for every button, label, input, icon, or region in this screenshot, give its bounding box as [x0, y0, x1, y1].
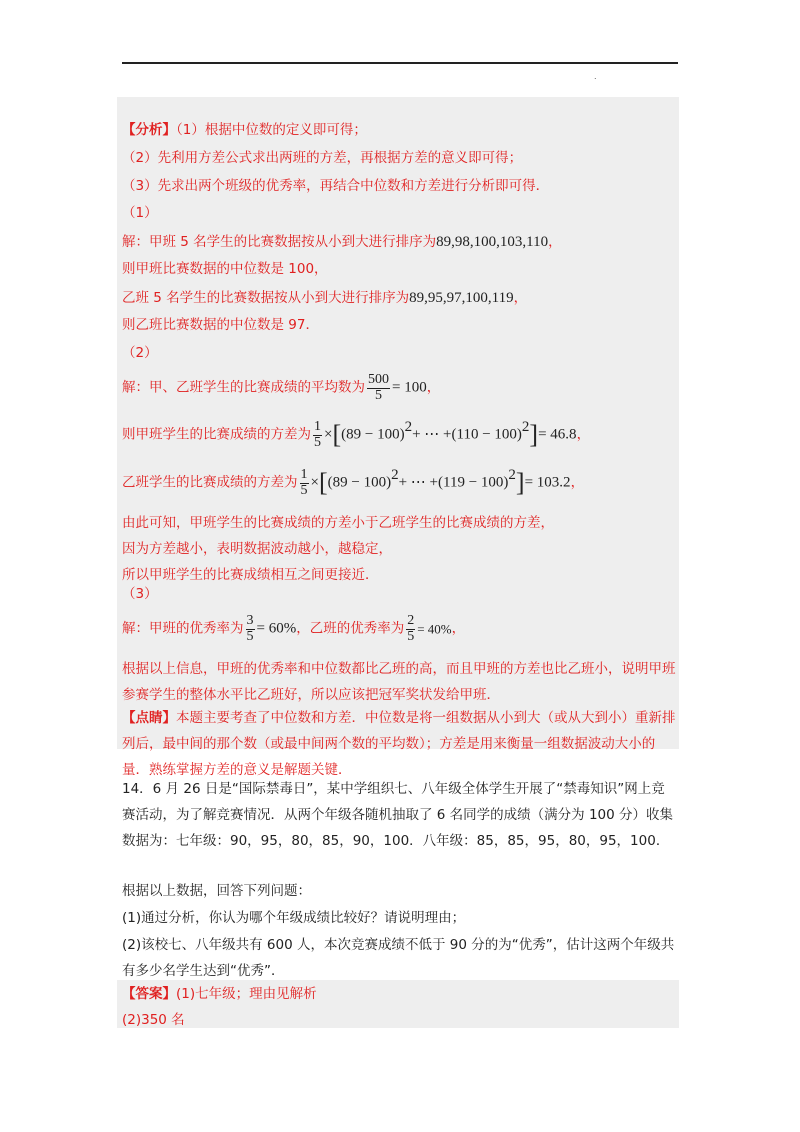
- question-14-part2: (2)该校七、八年级共有 600 人，本次竞赛成绩不低于 90 分的为“优秀”，估计这两个年级共有多少名学生达到“优秀”．: [122, 937, 675, 979]
- square-exponent: 2: [508, 467, 516, 484]
- part3-conclusion: 根据以上信息，甲班的优秀率和中位数都比乙班的高，而且甲班的方差也比乙班小，说明甲班参赛学生的整体水平比乙班好，所以应该把冠军奖状发给甲班．: [122, 661, 676, 703]
- part3-rate-line: [122, 614, 465, 644]
- part1-c-text: 乙班 5 名学生的比赛数据按从小到大进行排序为: [122, 290, 410, 306]
- part1-line-d: 则乙班比赛数据的中位数是 97．: [122, 317, 319, 333]
- part2-var1-fraction: [313, 420, 322, 450]
- comment-paragraph: [122, 705, 678, 783]
- part2-var1-term-b: (110 − 100): [451, 426, 522, 443]
- part2-var2-result: = 103.2: [524, 474, 571, 491]
- fraction-denominator: 5: [375, 387, 382, 403]
- fraction-numerator: 2: [407, 613, 415, 628]
- part2-var2-line: [122, 468, 584, 498]
- analysis-text-1: （1）根据中位数的定义即可得；: [176, 122, 367, 138]
- square-exponent: 2: [391, 467, 399, 484]
- part2-var1-end: ，: [576, 426, 591, 443]
- question-14-intro: 根据以上数据，回答下列问题：: [122, 883, 311, 899]
- left-bracket: [: [332, 420, 342, 450]
- fraction-numerator: 500: [368, 372, 389, 387]
- part2-var2-text: 乙班学生的比赛成绩的方差为: [122, 474, 298, 491]
- part3-label: （3）: [122, 586, 158, 602]
- plus-ellipsis: + ⋯ +: [398, 474, 439, 491]
- square-exponent: 2: [521, 419, 530, 436]
- part3-a-text: 解：甲班的优秀率为: [122, 620, 244, 637]
- part2-var1-term-a: (89 − 100): [341, 426, 405, 443]
- part2-var1-result: = 46.8: [538, 426, 577, 443]
- fraction-denominator: 5: [246, 628, 254, 644]
- part1-c-end: ，: [513, 290, 528, 306]
- part2-conclusion: 由此可知，甲班学生的比赛成绩的方差小于乙班学生的比赛成绩的方差， 因为方差越小，表明数据波动越小，越稳定， 所以甲班学生的比赛成绩相互之间更接近．: [122, 515, 554, 583]
- part1-line-b: 则甲班比赛数据的中位数是 100，: [122, 261, 328, 277]
- part3-a-eq: = 60%: [256, 620, 297, 637]
- left-bracket: [: [318, 468, 328, 498]
- header-rule: [122, 62, 678, 64]
- part2-mean-end: ，: [426, 379, 441, 396]
- right-bracket: ]: [515, 468, 525, 498]
- times-sign: ×: [310, 474, 319, 491]
- part2-var1-text: 则甲班学生的比赛成绩的方差为: [122, 426, 311, 443]
- header-dot: .: [594, 72, 597, 81]
- part2-var2-term-a: (89 − 100): [327, 474, 392, 491]
- part1-a-end: ，: [548, 234, 562, 250]
- fraction-numerator: 1: [314, 419, 321, 434]
- answer-line-2: (2)350 名: [122, 1012, 185, 1028]
- part2-var2-term-b: (119 − 100): [438, 474, 509, 491]
- question-14-part1: (1)通过分析，你认为哪个年级成绩比较好？请说明理由；: [122, 910, 466, 926]
- part2-mean-line: [122, 373, 440, 403]
- part1-a-math: 89,98,100,103,110: [436, 234, 549, 250]
- comment-tag: 【点睛】: [122, 710, 176, 726]
- fraction-denominator: 5: [314, 434, 321, 450]
- right-bracket: ]: [529, 420, 539, 450]
- fraction-denominator: 5: [300, 482, 308, 498]
- square-exponent: 2: [404, 419, 413, 436]
- answer-1: (1)七年级；理由见解析: [176, 986, 317, 1002]
- part3-a-fraction: [246, 614, 255, 644]
- part2-var1-line: [122, 420, 590, 450]
- analysis-line-2: （2）先利用方差公式求出两班的方差，再根据方差的意义即可得；: [122, 150, 523, 166]
- part1-line-c: [122, 291, 527, 306]
- plus-ellipsis: + ⋯ +: [412, 426, 452, 443]
- question-14-text: 14．6 月 26 日是“国际禁毒日”，某中学组织七、八年级全体学生开展了“禁毒知识”网上竞赛活动，为了解竞赛情况．从两个年级各随机抽取了 6 名同学的成绩（满分为 100 分）收集数据为：七年级：90，95，80，85，90，100．八年级：85，85，95，80，95，100．: [122, 781, 674, 849]
- analysis-tag: 【分析】: [122, 122, 176, 138]
- part2-var2-fraction: [300, 468, 309, 498]
- part2-mean-text: 解：甲、乙班学生的比赛成绩的平均数为: [122, 379, 365, 396]
- answer-tag: 【答案】: [122, 986, 176, 1002]
- part1-line-a: [122, 235, 562, 250]
- part3-b-end: ，: [451, 620, 466, 637]
- part3-b-fraction: [406, 614, 415, 644]
- times-sign: ×: [324, 426, 333, 443]
- part2-mean-fraction: [367, 373, 390, 403]
- analysis-line-1: [122, 124, 367, 138]
- part2-label: （2）: [122, 345, 158, 361]
- answer-line-1: [122, 988, 317, 1002]
- part1-label: （1）: [122, 205, 158, 221]
- part2-var2-end: ，: [570, 474, 585, 491]
- fraction-numerator: 3: [246, 613, 254, 628]
- part1-a-text: 解：甲班 5 名学生的比赛数据按从小到大进行排序为: [122, 234, 437, 250]
- part3-mid-text: ，乙班的优秀率为: [296, 620, 405, 637]
- fraction-numerator: 1: [300, 467, 308, 482]
- part1-c-math: 89,95,97,100,119: [409, 290, 514, 306]
- part2-mean-eq: = 100: [392, 379, 427, 396]
- analysis-line-3: （3）先求出两个班级的优秀率，再结合中位数和方差进行分析即可得．: [122, 178, 550, 194]
- comment-text: 本题主要考查了中位数和方差．中位数是将一组数据从小到大（或从大到小）重新排列后，最中间的那个数（或最中间两个数的平均数）；方差是用来衡量一组数据波动大小的量．熟练掌握方差的意义是解题关键．: [122, 710, 676, 778]
- fraction-denominator: 5: [407, 628, 415, 644]
- part3-b-eq: = 40%: [417, 621, 452, 637]
